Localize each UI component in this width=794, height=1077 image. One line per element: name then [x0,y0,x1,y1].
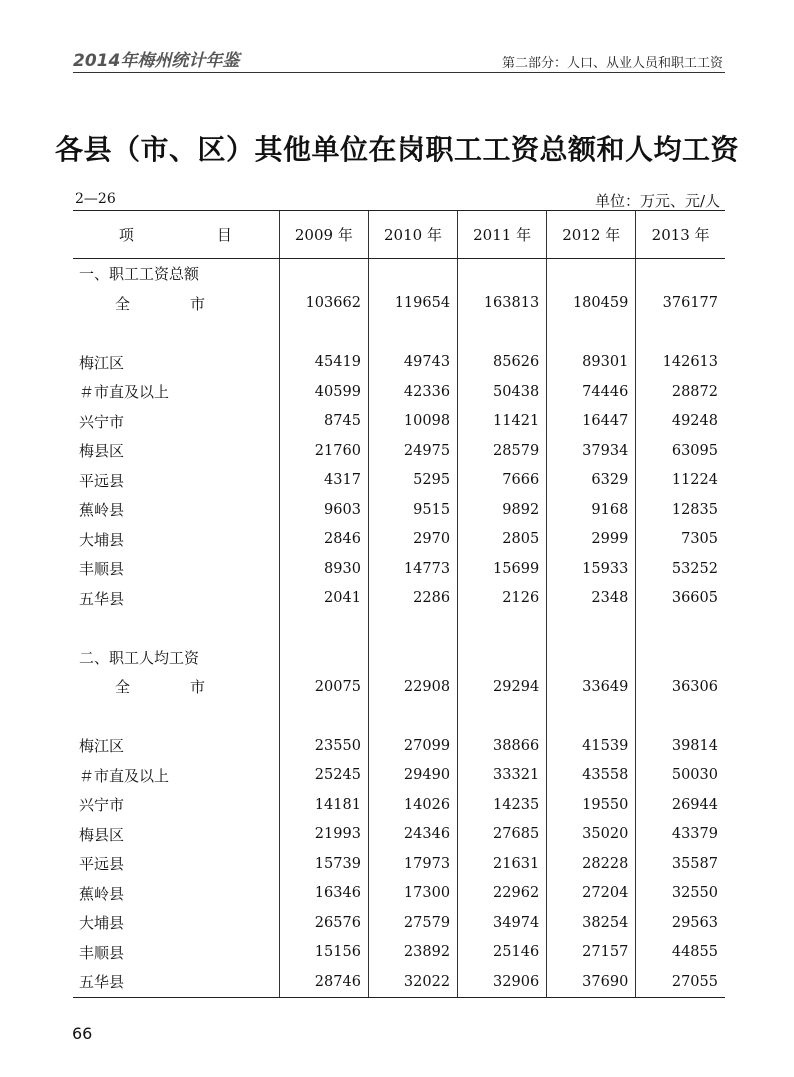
district-row [73,495,725,525]
value-cell: 2286 [368,584,457,614]
value-cell: 2126 [458,584,547,614]
value-cell: 35020 [547,820,636,850]
value-cell: 50438 [458,377,547,407]
row-label: 梅县区 [79,825,125,844]
value-cell: 34974 [458,908,547,938]
district-row [73,908,725,938]
value-cell: 7305 [636,525,725,555]
column-header-item: 项 目 [73,211,279,259]
table-header-row [73,211,725,259]
row-label: 丰顺县 [79,943,125,962]
value-cell: 11224 [636,466,725,496]
value-cell: 33321 [458,761,547,791]
value-cell [458,643,547,673]
value-cell: 27157 [547,938,636,968]
value-cell: 32550 [636,879,725,909]
value-cell: 32022 [368,967,457,997]
value-cell: 17973 [368,849,457,879]
statistics-table [73,210,725,998]
value-cell [368,702,457,732]
value-cell: 32906 [458,967,547,997]
value-cell: 2846 [279,525,368,555]
column-header-2012: 2012 年 [547,211,636,259]
value-cell [279,259,368,289]
value-cell: 29294 [458,672,547,702]
district-row [73,967,725,997]
district-row [73,938,725,968]
value-cell: 41539 [547,731,636,761]
row-label: 丰顺县 [79,560,125,579]
value-cell [458,702,547,732]
value-cell: 8930 [279,554,368,584]
value-cell [368,318,457,348]
value-cell: 36605 [636,584,725,614]
value-cell: 9168 [547,495,636,525]
value-cell: 29490 [368,761,457,791]
value-cell: 4317 [279,466,368,496]
value-cell: 33649 [547,672,636,702]
value-cell: 27204 [547,879,636,909]
value-cell [368,259,457,289]
value-cell: 53252 [636,554,725,584]
section-title-row [73,643,725,673]
value-cell: 21993 [279,820,368,850]
value-cell: 49743 [368,348,457,378]
value-cell: 15156 [279,938,368,968]
district-row [73,525,725,555]
row-label: 梅县区 [79,442,125,461]
row-label: 五华县 [73,967,279,997]
row-label: 平远县 [79,471,125,490]
district-row [73,436,725,466]
row-label-text: 全市 [115,678,266,697]
value-cell: 2348 [547,584,636,614]
row-label: 蕉岭县 [79,884,125,903]
table-body [73,259,725,998]
value-cell: 9515 [368,495,457,525]
value-cell [279,613,368,643]
value-cell [636,318,725,348]
value-cell: 49248 [636,407,725,437]
value-cell: 2805 [458,525,547,555]
value-cell: 74446 [547,377,636,407]
city-total-row [73,672,725,702]
value-cell: 26576 [279,908,368,938]
row-label: ＃市直及以上 [79,766,170,785]
value-cell [636,643,725,673]
value-cell: 29563 [636,908,725,938]
value-cell: 43558 [547,761,636,791]
value-cell: 38254 [547,908,636,938]
value-cell: 142613 [636,348,725,378]
value-cell: 24346 [368,820,457,850]
value-cell: 20075 [279,672,368,702]
district-row [73,849,725,879]
district-row [73,348,725,378]
row-label: 平远县 [79,855,125,874]
value-cell: 36306 [636,672,725,702]
district-row [73,466,725,496]
value-cell: 50030 [636,761,725,791]
value-cell: 38866 [458,731,547,761]
value-cell: 28228 [547,849,636,879]
value-cell: 10098 [368,407,457,437]
value-cell: 22908 [368,672,457,702]
row-label [73,672,279,702]
value-cell [636,613,725,643]
row-label: 大埔县 [79,914,125,933]
value-cell: 103662 [279,289,368,319]
row-label: ＃市直及以上 [79,383,170,402]
value-cell: 14235 [458,790,547,820]
district-row [73,554,725,584]
value-cell [458,613,547,643]
table-code: 2—26 [75,191,116,207]
value-cell: 27685 [458,820,547,850]
value-cell: 44855 [636,938,725,968]
value-cell: 2999 [547,525,636,555]
value-cell: 25245 [279,761,368,791]
spacer-row [73,702,725,732]
value-cell: 14181 [279,790,368,820]
unit-label: 单位：万元、元/人 [594,192,720,210]
value-cell [368,613,457,643]
value-cell [636,259,725,289]
sub-row [73,377,725,407]
value-cell: 15699 [458,554,547,584]
row-label: 五华县 [79,589,125,608]
value-cell [547,702,636,732]
value-cell: 163813 [458,289,547,319]
value-cell: 19550 [547,790,636,820]
value-cell: 2041 [279,584,368,614]
value-cell: 5295 [368,466,457,496]
value-cell: 45419 [279,348,368,378]
value-cell: 17300 [368,879,457,909]
value-cell: 24975 [368,436,457,466]
value-cell: 15933 [547,554,636,584]
row-label: 兴宁市 [79,412,125,431]
value-cell [547,613,636,643]
value-cell: 8745 [279,407,368,437]
value-cell: 6329 [547,466,636,496]
running-header [73,40,725,73]
value-cell: 28746 [279,967,368,997]
value-cell: 21631 [458,849,547,879]
value-cell: 27099 [368,731,457,761]
value-cell: 35587 [636,849,725,879]
page-number: 66 [72,1024,93,1043]
value-cell: 7666 [458,466,547,496]
column-header-2010: 2010 年 [368,211,457,259]
value-cell: 180459 [547,289,636,319]
value-cell: 9603 [279,495,368,525]
value-cell: 376177 [636,289,725,319]
value-cell: 16447 [547,407,636,437]
row-label-text: 全市 [115,294,266,313]
value-cell: 11421 [458,407,547,437]
district-row [73,820,725,850]
value-cell: 23550 [279,731,368,761]
value-cell: 9892 [458,495,547,525]
value-cell: 25146 [458,938,547,968]
value-cell [368,643,457,673]
section-title: 第二部分：人口、从业人员和职工工资 [501,56,723,71]
value-cell [458,318,547,348]
section-title-row [73,259,725,289]
value-cell [279,318,368,348]
row-label: 大埔县 [79,530,125,549]
spacer-row [73,318,725,348]
value-cell: 28872 [636,377,725,407]
value-cell: 27579 [368,908,457,938]
value-cell: 89301 [547,348,636,378]
value-cell: 22962 [458,879,547,909]
value-cell: 14026 [368,790,457,820]
value-cell: 2970 [368,525,457,555]
sub-row [73,761,725,791]
value-cell: 63095 [636,436,725,466]
value-cell: 23892 [368,938,457,968]
district-row [73,584,725,614]
value-cell: 119654 [368,289,457,319]
value-cell [279,643,368,673]
district-row [73,731,725,761]
row-label: 一、职工工资总额 [79,265,200,284]
value-cell: 40599 [279,377,368,407]
row-label: 梅江区 [79,737,125,756]
row-label: 兴宁市 [79,796,125,815]
district-row [73,407,725,437]
value-cell: 28579 [458,436,547,466]
row-label: 二、职工人均工资 [79,648,200,667]
value-cell: 42336 [368,377,457,407]
value-cell: 14773 [368,554,457,584]
column-header-2011: 2011 年 [458,211,547,259]
city-total-row [73,289,725,319]
value-cell: 37934 [547,436,636,466]
row-label [73,318,279,348]
district-row [73,790,725,820]
value-cell: 27055 [636,967,725,997]
value-cell: 12835 [636,495,725,525]
value-cell: 16346 [279,879,368,909]
value-cell: 21760 [279,436,368,466]
value-cell: 43379 [636,820,725,850]
column-header-2013: 2013 年 [636,211,725,259]
row-label [73,289,279,319]
book-title: 2014年梅州统计年鉴 [73,51,240,71]
value-cell [636,702,725,732]
value-cell: 85626 [458,348,547,378]
row-label: 梅江区 [79,353,125,372]
spacer-row [73,613,725,643]
column-header-2009: 2009 年 [279,211,368,259]
value-cell: 26944 [636,790,725,820]
row-label [73,613,279,643]
value-cell [279,702,368,732]
row-label: 蕉岭县 [79,501,125,520]
district-row [73,879,725,909]
value-cell: 15739 [279,849,368,879]
value-cell: 39814 [636,731,725,761]
value-cell [458,259,547,289]
page-title: 各县（市、区）其他单位在岗职工工资总额和人均工资 [54,133,739,166]
value-cell: 37690 [547,967,636,997]
row-label [73,702,279,732]
value-cell [547,318,636,348]
value-cell [547,643,636,673]
value-cell [547,259,636,289]
